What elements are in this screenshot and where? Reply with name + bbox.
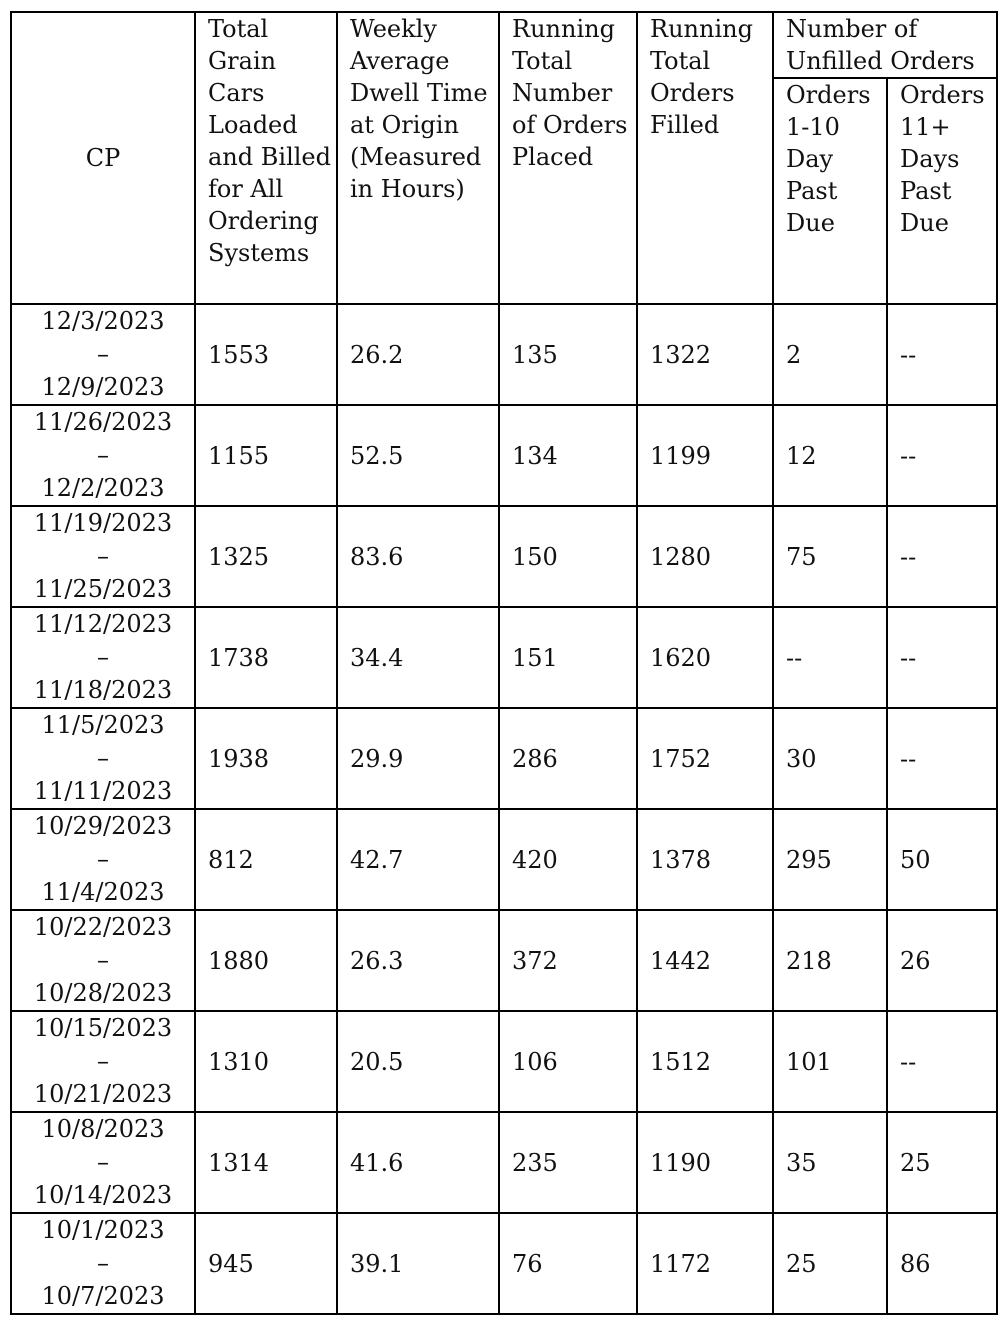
cell-orders-filled: 1322 [637,304,773,405]
cell-unfilled-1-10: 2 [773,304,887,405]
date-start: 12/3/2023 [41,307,165,335]
cell-date-range [11,708,195,809]
cell-weekly-dwell: 20.5 [337,1011,499,1112]
cell-date-range [11,1213,195,1314]
date-separator: – [97,845,109,873]
date-end: 12/2/2023 [41,474,165,502]
date-start: 11/19/2023 [33,509,173,537]
header-weekly-dwell: Weekly Average Dwell Time at Origin (Measured in Hours) [337,12,499,304]
cell-unfilled-1-10: 35 [773,1112,887,1213]
cell-date-range [11,1112,195,1213]
cell-unfilled-1-10: 75 [773,506,887,607]
date-start: 10/1/2023 [41,1216,165,1244]
cell-orders-filled: 1442 [637,910,773,1011]
date-separator: – [97,643,109,671]
cell-unfilled-1-10: 218 [773,910,887,1011]
date-end: 11/4/2023 [41,878,165,906]
cell-orders-placed: 150 [499,506,637,607]
cell-weekly-dwell: 26.3 [337,910,499,1011]
cell-unfilled-11-plus: 50 [887,809,997,910]
header-total-grain-cars: Total Grain Cars Loaded and Billed for All Ordering Systems [195,12,337,304]
cell-weekly-dwell: 42.7 [337,809,499,910]
cell-orders-filled: 1512 [637,1011,773,1112]
date-separator: – [97,1249,109,1277]
cell-weekly-dwell: 83.6 [337,506,499,607]
date-start: 11/26/2023 [33,408,173,436]
cell-orders-filled: 1378 [637,809,773,910]
cell-orders-filled: 1620 [637,607,773,708]
cell-date-range [11,405,195,506]
cell-total-grain-cars: 1325 [195,506,337,607]
cell-total-grain-cars: 812 [195,809,337,910]
cell-orders-filled: 1199 [637,405,773,506]
table-row [11,304,997,405]
grain-car-table [10,11,998,1315]
cell-orders-placed: 372 [499,910,637,1011]
cell-orders-placed: 106 [499,1011,637,1112]
date-end: 10/14/2023 [33,1181,173,1209]
date-separator: – [97,744,109,772]
date-separator: – [97,441,109,469]
cell-orders-filled: 1752 [637,708,773,809]
cell-unfilled-1-10: 30 [773,708,887,809]
cell-total-grain-cars: 1938 [195,708,337,809]
date-separator: – [97,542,109,570]
cell-date-range [11,809,195,910]
cell-weekly-dwell: 26.2 [337,304,499,405]
cell-unfilled-1-10: 101 [773,1011,887,1112]
cell-unfilled-11-plus: -- [887,304,997,405]
cell-unfilled-11-plus: -- [887,1011,997,1112]
cell-total-grain-cars: 1880 [195,910,337,1011]
cell-unfilled-11-plus: 26 [887,910,997,1011]
date-start: 11/12/2023 [33,610,173,638]
date-start: 10/29/2023 [33,812,173,840]
date-end: 12/9/2023 [41,373,165,401]
date-start: 10/22/2023 [33,913,173,941]
table-row [11,809,997,910]
date-start: 11/5/2023 [41,711,165,739]
cell-date-range [11,910,195,1011]
table-row [11,708,997,809]
cell-orders-placed: 76 [499,1213,637,1314]
cell-orders-placed: 420 [499,809,637,910]
cell-weekly-dwell: 34.4 [337,607,499,708]
cell-weekly-dwell: 52.5 [337,405,499,506]
cell-unfilled-1-10: 12 [773,405,887,506]
cell-total-grain-cars: 1155 [195,405,337,506]
table-row [11,506,997,607]
date-end: 11/25/2023 [33,575,173,603]
cell-total-grain-cars: 1553 [195,304,337,405]
table-row [11,607,997,708]
header-orders-filled: Running Total Orders Filled [637,12,773,304]
cell-unfilled-11-plus: -- [887,708,997,809]
cell-orders-filled: 1190 [637,1112,773,1213]
cell-orders-filled: 1172 [637,1213,773,1314]
header-orders-placed: Running Total Number of Orders Placed [499,12,637,304]
table-row [11,405,997,506]
date-separator: – [97,946,109,974]
table-row [11,1112,997,1213]
date-end: 10/28/2023 [33,979,173,1007]
cell-date-range [11,506,195,607]
header-unfilled-orders: Number of Unfilled Orders [773,12,997,78]
cell-orders-placed: 286 [499,708,637,809]
cell-total-grain-cars: 945 [195,1213,337,1314]
cell-orders-placed: 151 [499,607,637,708]
date-end: 10/21/2023 [33,1080,173,1108]
date-separator: – [97,340,109,368]
cell-orders-placed: 135 [499,304,637,405]
date-end: 11/18/2023 [33,676,173,704]
cell-unfilled-11-plus: 25 [887,1112,997,1213]
date-separator: – [97,1148,109,1176]
header-unfilled-11-plus: Orders 11+ Days Past Due [887,78,997,304]
cell-unfilled-1-10: 295 [773,809,887,910]
table-row [11,910,997,1011]
cell-weekly-dwell: 41.6 [337,1112,499,1213]
cell-total-grain-cars: 1738 [195,607,337,708]
date-separator: – [97,1047,109,1075]
cell-date-range [11,607,195,708]
cell-unfilled-11-plus: -- [887,405,997,506]
cell-orders-filled: 1280 [637,506,773,607]
table-row [11,1213,997,1314]
cell-date-range [11,304,195,405]
date-end: 10/7/2023 [41,1282,165,1310]
cell-orders-placed: 134 [499,405,637,506]
cell-total-grain-cars: 1314 [195,1112,337,1213]
table-body [11,304,997,1314]
cell-unfilled-11-plus: -- [887,607,997,708]
cell-weekly-dwell: 39.1 [337,1213,499,1314]
cell-unfilled-11-plus: -- [887,506,997,607]
table-row [11,1011,997,1112]
cell-unfilled-1-10: 25 [773,1213,887,1314]
date-start: 10/15/2023 [33,1014,173,1042]
cell-unfilled-11-plus: 86 [887,1213,997,1314]
cell-date-range [11,1011,195,1112]
cell-orders-placed: 235 [499,1112,637,1213]
cell-total-grain-cars: 1310 [195,1011,337,1112]
date-start: 10/8/2023 [41,1115,165,1143]
header-cp: CP [11,12,195,304]
cell-unfilled-1-10: -- [773,607,887,708]
header-unfilled-1-10: Orders 1-10 Day Past Due [773,78,887,304]
cell-weekly-dwell: 29.9 [337,708,499,809]
date-end: 11/11/2023 [33,777,173,805]
